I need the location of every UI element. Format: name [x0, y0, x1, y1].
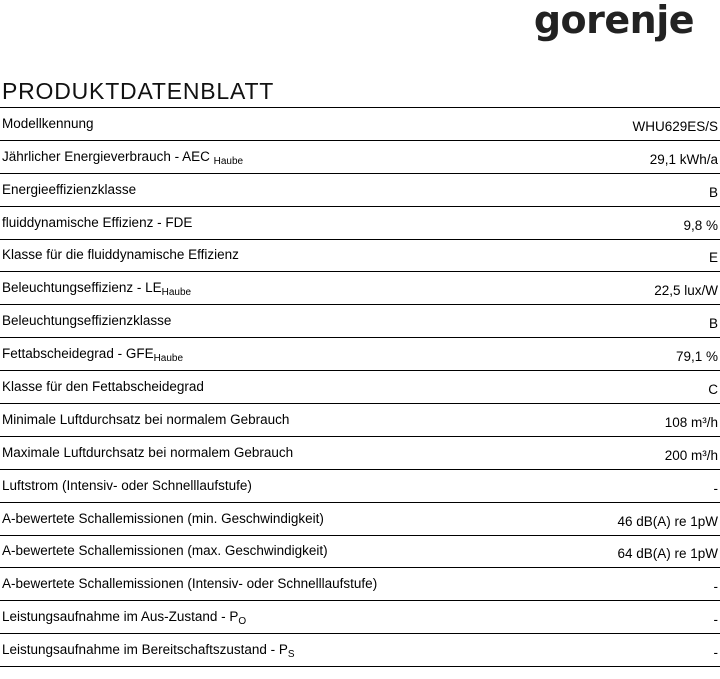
row-label: Beleuchtungseffizienzklasse	[2, 313, 172, 329]
page-title: PRODUKTDATENBLATT	[2, 78, 275, 104]
table-row	[0, 305, 720, 338]
row-label: Minimale Luftdurchsatz bei normalem Gebrauch	[2, 411, 290, 427]
row-value: B	[708, 316, 718, 332]
table-row	[0, 634, 720, 667]
row-label: Modellkennung	[2, 115, 94, 131]
table-row	[0, 108, 720, 141]
row-value: 79,1 %	[675, 349, 718, 365]
row-label: A-bewertete Schallemissionen (Intensiv- oder Schnelllaufstufe)	[2, 576, 378, 592]
row-value: WHU629ES/S	[632, 118, 718, 134]
row-value: 29,1 kWh/a	[649, 151, 718, 167]
row-value: 200 m³/h	[664, 447, 718, 463]
row-label: Energieeffizienzklasse	[2, 181, 137, 197]
row-label: Jährlicher Energieverbrauch - AEC $_{Haube}$	[2, 148, 244, 167]
row-value: -	[713, 480, 718, 496]
row-label: Beleuchtungseffizienz - $LE_{Haube}$	[2, 280, 192, 299]
table-row	[0, 240, 720, 273]
row-value: 108 m³/h	[664, 414, 718, 430]
table-row	[0, 404, 720, 437]
row-label: A-bewertete Schallemissionen (min. Geschwindigkeit)	[2, 510, 324, 526]
table-row	[0, 272, 720, 305]
table-row	[0, 568, 720, 601]
row-label: A-bewertete Schallemissionen (max. Geschwindigkeit)	[2, 543, 328, 559]
row-value: 9,8 %	[683, 217, 718, 233]
row-value: -	[713, 612, 718, 628]
row-value: 64 dB(A) re 1pW	[617, 546, 718, 562]
row-value: -	[713, 579, 718, 595]
table-row	[0, 207, 720, 240]
row-value: B	[708, 184, 718, 200]
row-value: 46 dB(A) re 1pW	[617, 513, 718, 529]
row-label: Luftstrom (Intensiv- oder Schnelllaufstufe)	[2, 477, 252, 493]
row-label: Klasse für den Fettabscheidegrad	[2, 379, 204, 395]
table-row	[0, 174, 720, 207]
row-label: Leistungsaufnahme im Bereitschaftszustand - $P_S$	[2, 642, 295, 661]
table-row	[0, 141, 720, 174]
row-value: C	[708, 382, 718, 398]
product-data-table	[0, 108, 720, 667]
row-value: E	[708, 250, 718, 266]
table-row	[0, 371, 720, 404]
table-row	[0, 470, 720, 503]
table-row	[0, 503, 720, 536]
row-label: Klasse für die fluiddynamische Effizienz	[2, 247, 239, 263]
row-value: -	[713, 645, 718, 661]
row-value: 22,5 lux/W	[654, 283, 718, 299]
table-row	[0, 437, 720, 470]
row-label: Maximale Luftdurchsatz bei normalem Gebrauch	[2, 444, 294, 460]
table-row	[0, 536, 720, 569]
row-label: Fettabscheidegrad - $GFE_{Haube}$	[2, 346, 184, 365]
brand-logo: gorenje	[533, 0, 694, 42]
table-row	[0, 601, 720, 634]
table-row	[0, 338, 720, 371]
row-label: fluiddynamische Effizienz - FDE	[2, 214, 193, 230]
row-label: Leistungsaufnahme im $Aus-Zustand - P_O$	[2, 609, 247, 628]
